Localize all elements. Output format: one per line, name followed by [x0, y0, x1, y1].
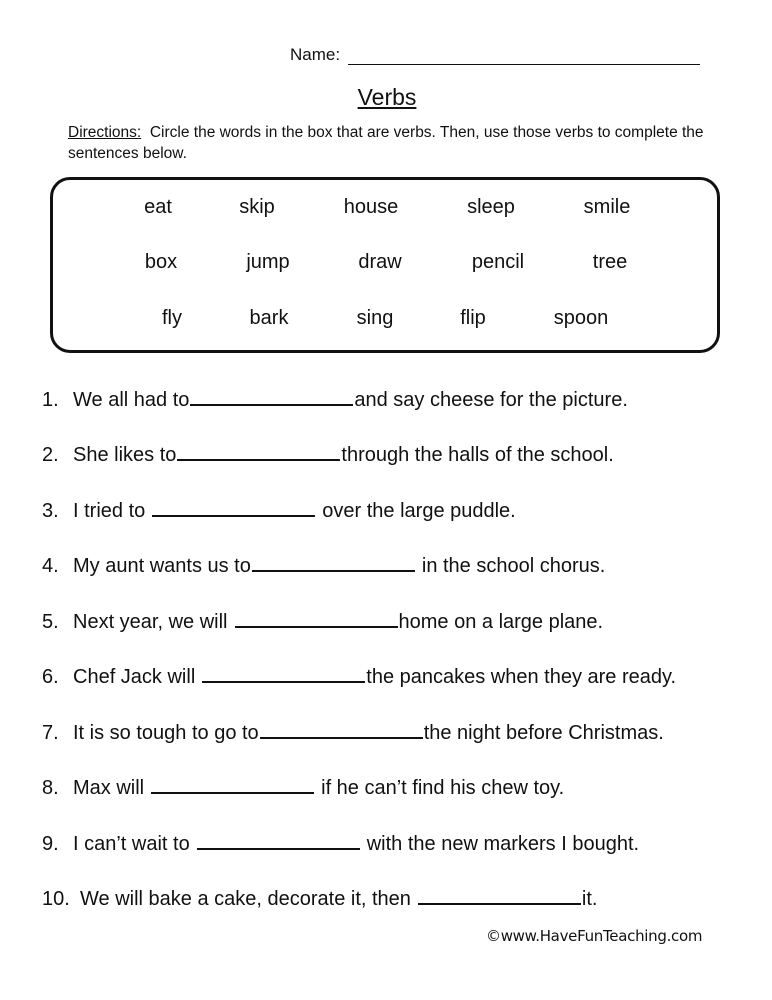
word-option[interactable]: flip — [460, 307, 486, 329]
sentence-number: 6. — [42, 666, 59, 688]
answer-blank[interactable] — [235, 608, 398, 628]
answer-blank[interactable] — [152, 497, 315, 517]
sentence-8 — [42, 774, 564, 800]
name-field-row — [290, 45, 700, 65]
word-option[interactable]: jump — [246, 251, 290, 273]
sentence-text-before: Max will — [73, 777, 145, 799]
answer-blank[interactable] — [260, 719, 423, 739]
sentence-text-after: the night before Christmas. — [423, 722, 664, 744]
sentence-7 — [42, 719, 664, 745]
word-option[interactable]: house — [343, 196, 399, 218]
sentence-4 — [42, 552, 605, 578]
sentence-number: 1. — [42, 389, 59, 411]
word-option[interactable]: box — [144, 251, 178, 273]
sentence-3 — [42, 497, 516, 523]
directions-label: Directions: — [68, 124, 142, 141]
answer-blank[interactable] — [252, 552, 415, 572]
answer-blank[interactable] — [177, 441, 340, 461]
answer-blank[interactable] — [190, 386, 353, 406]
sentence-text-before: I can’t wait to — [73, 833, 190, 855]
word-option[interactable]: spoon — [553, 307, 609, 329]
sentence-text-after: over the large puddle. — [322, 500, 516, 522]
word-option[interactable]: eat — [144, 196, 172, 218]
word-option[interactable]: bark — [249, 307, 289, 329]
sentence-number: 5. — [42, 611, 59, 633]
sentence-text-after: with the new markers I bought. — [366, 833, 640, 855]
sentence-text-after: if he can’t find his chew toy. — [321, 777, 565, 799]
sentence-number: 9. — [42, 833, 59, 855]
sentence-10 — [42, 885, 597, 911]
sentence-text-after: the pancakes when they are ready. — [366, 666, 677, 688]
word-option[interactable]: smile — [583, 196, 631, 218]
sentence-text-before: Chef Jack will — [73, 666, 196, 688]
sentence-text-after: through the halls of the school. — [341, 444, 614, 466]
sentence-text-before: Next year, we will — [73, 611, 228, 633]
word-option[interactable]: fly — [162, 307, 182, 329]
sentence-5 — [42, 608, 603, 634]
name-label: Name: — [290, 45, 341, 64]
sentence-text-after: it. — [581, 888, 598, 910]
sentence-text-before: She likes to — [73, 444, 177, 466]
sentence-text-before: We all had to — [73, 389, 190, 411]
sentence-1 — [42, 386, 628, 412]
sentence-2 — [42, 441, 614, 467]
answer-blank[interactable] — [151, 774, 314, 794]
sentence-number: 3. — [42, 500, 59, 522]
word-box — [50, 177, 720, 353]
word-option[interactable]: skip — [239, 196, 275, 218]
word-option[interactable]: draw — [358, 251, 402, 273]
sentence-text-before: My aunt wants us to — [73, 555, 251, 577]
sentence-number: 2. — [42, 444, 59, 466]
word-option[interactable]: sing — [356, 307, 394, 329]
sentence-text-after: in the school chorus. — [421, 555, 606, 577]
copyright-footer: ©www.HaveFunTeaching.com — [486, 927, 703, 945]
answer-blank[interactable] — [197, 830, 360, 850]
sentence-number: 4. — [42, 555, 59, 577]
word-option[interactable]: pencil — [471, 251, 525, 273]
sentence-text-before: It is so tough to go to — [73, 722, 259, 744]
sentence-text-after: home on a large plane. — [398, 611, 604, 633]
sentence-number: 7. — [42, 722, 59, 744]
title-text: Verbs — [357, 84, 417, 110]
page-title — [0, 84, 772, 111]
answer-blank[interactable] — [202, 663, 365, 683]
sentence-9 — [42, 830, 639, 856]
sentence-number: 10. — [42, 888, 70, 910]
sentence-text-after: and say cheese for the picture. — [354, 389, 628, 411]
answer-blank[interactable] — [418, 885, 581, 905]
word-option[interactable]: tree — [592, 251, 628, 273]
sentence-number: 8. — [42, 777, 59, 799]
sentence-text-before: I tried to — [73, 500, 146, 522]
sentence-6 — [42, 663, 676, 689]
name-input-line[interactable] — [348, 46, 700, 65]
directions-text: Circle the words in the box that are verbs. Then, use those verbs to complete the sentences below. — [68, 124, 704, 162]
sentence-text-before: We will bake a cake, decorate it, then — [80, 888, 411, 910]
directions — [68, 122, 728, 164]
word-option[interactable]: sleep — [467, 196, 515, 218]
